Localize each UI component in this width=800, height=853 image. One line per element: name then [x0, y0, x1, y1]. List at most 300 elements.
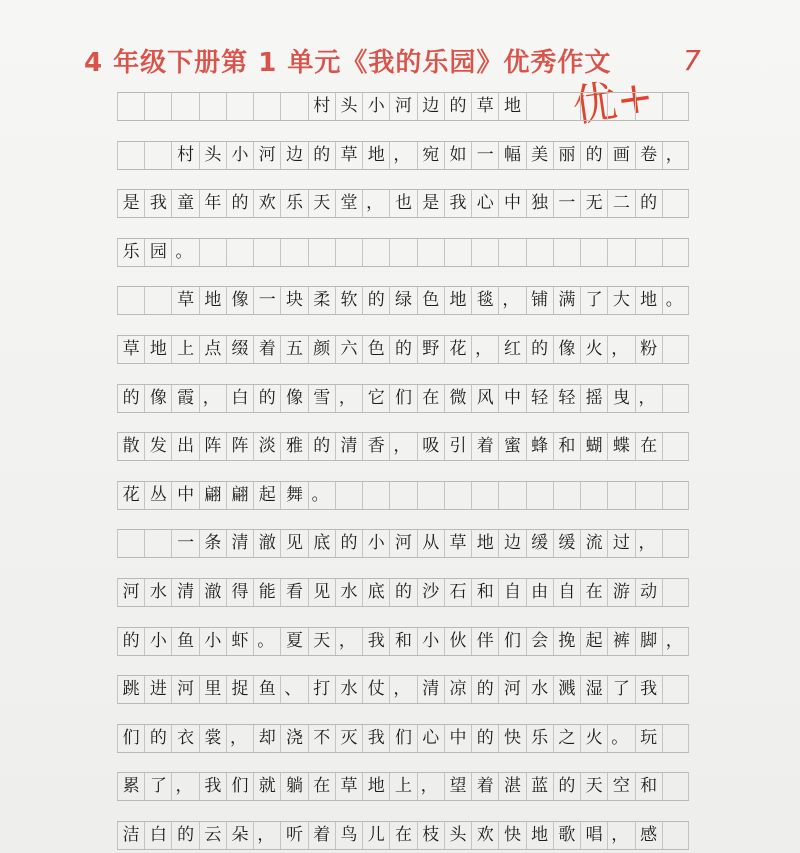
grid-cell: [280, 239, 307, 266]
grid-cell: ，: [498, 287, 525, 314]
grid-cell: 和: [389, 628, 416, 655]
grid-cell: 画: [607, 142, 634, 169]
grid-row: [117, 141, 689, 170]
grid-cell: 石: [444, 579, 471, 606]
grid-cell: 水: [526, 676, 553, 703]
grid-row: [117, 724, 689, 753]
grid-cell: 吸: [417, 433, 444, 460]
grid-cell: 的: [226, 190, 253, 217]
grid-cell: ，: [417, 773, 444, 800]
grid-cell: 毯: [471, 287, 498, 314]
grid-cell: 花: [444, 336, 471, 363]
grid-cell: 翩: [226, 482, 253, 509]
grid-row: [117, 335, 689, 364]
grid-cell: [553, 482, 580, 509]
grid-cell: 摇: [580, 385, 607, 412]
grid-cell: 欢: [471, 822, 498, 849]
grid-cell: 乐: [117, 239, 144, 266]
grid-cell: 进: [144, 676, 171, 703]
grid-cell: 园: [144, 239, 171, 266]
grid-cell: 草: [117, 336, 144, 363]
grid-row: [117, 675, 689, 704]
grid-cell: 河: [117, 579, 144, 606]
grid-cell: 我: [635, 676, 662, 703]
grid-cell: ，: [662, 628, 689, 655]
grid-cell: 头: [199, 142, 226, 169]
grid-cell: [362, 239, 389, 266]
grid-cell: 丽: [553, 142, 580, 169]
grid-cell: 们: [389, 725, 416, 752]
grid-cell: 满: [553, 287, 580, 314]
grid-cell: 的: [526, 336, 553, 363]
grid-row: [117, 481, 689, 510]
grid-cell: 是: [417, 190, 444, 217]
grid-cell: [580, 93, 607, 120]
grid-cell: 地: [498, 93, 525, 120]
grid-row: [117, 432, 689, 461]
grid-cell: [389, 239, 416, 266]
grid-cell: 地: [471, 530, 498, 557]
grid-cell: 火: [580, 336, 607, 363]
grid-cell: 散: [117, 433, 144, 460]
grid-cell: 草: [335, 773, 362, 800]
grid-cell: 曳: [607, 385, 634, 412]
grid-cell: ，: [471, 336, 498, 363]
grid-cell: 村: [171, 142, 198, 169]
grid-cell: 的: [253, 385, 280, 412]
grid-cell: [444, 482, 471, 509]
grid-cell: 快: [498, 822, 525, 849]
grid-cell: 色: [417, 287, 444, 314]
grid-cell: 和: [553, 433, 580, 460]
grid-cell: 起: [253, 482, 280, 509]
grid-cell: [526, 482, 553, 509]
grid-cell: 无: [580, 190, 607, 217]
grid-cell: ，: [362, 190, 389, 217]
grid-cell: [635, 93, 662, 120]
grid-cell: 的: [389, 336, 416, 363]
grid-cell: 河: [389, 93, 416, 120]
grid-cell: 了: [607, 676, 634, 703]
grid-row: [117, 238, 689, 267]
grid-cell: 中: [444, 725, 471, 752]
grid-cell: ，: [389, 433, 416, 460]
grid-cell: 雅: [280, 433, 307, 460]
grid-cell: 裤: [607, 628, 634, 655]
grid-cell: 河: [498, 676, 525, 703]
grid-cell: 舞: [280, 482, 307, 509]
grid-cell: 歌: [553, 822, 580, 849]
grid-cell: 起: [580, 628, 607, 655]
grid-cell: 朵: [226, 822, 253, 849]
grid-cell: 的: [117, 628, 144, 655]
grid-cell: [662, 482, 689, 509]
grid-cell: 夏: [280, 628, 307, 655]
grid-cell: 见: [308, 579, 335, 606]
grid-cell: 鱼: [171, 628, 198, 655]
grid-cell: 伙: [444, 628, 471, 655]
grid-cell: [580, 239, 607, 266]
grid-cell: 草: [171, 287, 198, 314]
grid-cell: 色: [362, 336, 389, 363]
grid-cell: 自: [553, 579, 580, 606]
grid-cell: 澈: [199, 579, 226, 606]
grid-cell: 欢: [253, 190, 280, 217]
grid-cell: 跳: [117, 676, 144, 703]
grid-cell: [471, 482, 498, 509]
grid-cell: [607, 482, 634, 509]
grid-row: [117, 627, 689, 656]
grid-cell: [417, 482, 444, 509]
grid-cell: 一: [471, 142, 498, 169]
grid-cell: 蓝: [526, 773, 553, 800]
grid-cell: [117, 142, 144, 169]
grid-cell: 听: [280, 822, 307, 849]
grid-cell: 缓: [553, 530, 580, 557]
grid-row: [117, 821, 689, 850]
grid-cell: [553, 239, 580, 266]
grid-cell: 底: [308, 530, 335, 557]
grid-cell: [308, 239, 335, 266]
grid-cell: [662, 239, 689, 266]
grid-cell: [335, 239, 362, 266]
grid-cell: 自: [498, 579, 525, 606]
grid-cell: 的: [389, 579, 416, 606]
grid-cell: ，: [389, 142, 416, 169]
grid-cell: 头: [444, 822, 471, 849]
grid-cell: 河: [171, 676, 198, 703]
grid-cell: ，: [607, 336, 634, 363]
grid-cell: [280, 93, 307, 120]
grid-cell: 云: [199, 822, 226, 849]
grid-cell: 草: [335, 142, 362, 169]
grid-cell: 年: [199, 190, 226, 217]
grid-cell: 的: [471, 725, 498, 752]
grid-row: [117, 529, 689, 558]
grid-cell: 像: [553, 336, 580, 363]
grid-cell: 累: [117, 773, 144, 800]
grid-cell: 像: [144, 385, 171, 412]
grid-cell: 地: [526, 822, 553, 849]
grid-cell: 清: [335, 433, 362, 460]
grid-cell: 小: [226, 142, 253, 169]
grid-cell: 翩: [199, 482, 226, 509]
grid-cell: 捉: [226, 676, 253, 703]
grid-cell: 。: [662, 287, 689, 314]
grid-cell: 草: [444, 530, 471, 557]
grid-cell: 童: [171, 190, 198, 217]
grid-cell: 边: [498, 530, 525, 557]
grid-row: [117, 578, 689, 607]
grid-cell: 边: [280, 142, 307, 169]
grid-cell: 一: [253, 287, 280, 314]
grid-cell: [253, 239, 280, 266]
grid-cell: 也: [389, 190, 416, 217]
grid-cell: [662, 676, 689, 703]
grid-cell: 地: [362, 773, 389, 800]
grid-cell: 虾: [226, 628, 253, 655]
grid-cell: 柔: [308, 287, 335, 314]
grid-cell: 水: [335, 676, 362, 703]
grid-row: [117, 189, 689, 218]
grid-cell: [471, 239, 498, 266]
grid-cell: ，: [662, 142, 689, 169]
grid-cell: 就: [253, 773, 280, 800]
grid-cell: 、: [280, 676, 307, 703]
grid-cell: [553, 93, 580, 120]
grid-cell: 的: [553, 773, 580, 800]
grid-cell: 的: [471, 676, 498, 703]
grid-cell: 着: [308, 822, 335, 849]
grid-cell: 颜: [308, 336, 335, 363]
grid-cell: 河: [253, 142, 280, 169]
grid-cell: 清: [226, 530, 253, 557]
grid-cell: 我: [362, 628, 389, 655]
grid-cell: 会: [526, 628, 553, 655]
grid-cell: 感: [635, 822, 662, 849]
grid-cell: 火: [580, 725, 607, 752]
grid-cell: 枝: [417, 822, 444, 849]
grid-cell: 缀: [226, 336, 253, 363]
grid-cell: 发: [144, 433, 171, 460]
grid-cell: 小: [362, 93, 389, 120]
grid-cell: 点: [199, 336, 226, 363]
grid-cell: 的: [444, 93, 471, 120]
grid-cell: 。: [171, 239, 198, 266]
grid-cell: 我: [444, 190, 471, 217]
grid-cell: 村: [308, 93, 335, 120]
grid-cell: 澈: [253, 530, 280, 557]
grid-cell: [117, 93, 144, 120]
grid-cell: [526, 93, 553, 120]
grid-cell: [635, 239, 662, 266]
grid-cell: 流: [580, 530, 607, 557]
grid-cell: 游: [607, 579, 634, 606]
grid-cell: 和: [471, 579, 498, 606]
grid-cell: 软: [335, 287, 362, 314]
grid-cell: [117, 287, 144, 314]
grid-cell: [144, 93, 171, 120]
grid-cell: [607, 239, 634, 266]
grid-cell: 伴: [471, 628, 498, 655]
grid-cell: ，: [335, 628, 362, 655]
grid-cell: 在: [389, 822, 416, 849]
grid-cell: 独: [526, 190, 553, 217]
grid-cell: 上: [171, 336, 198, 363]
grid-cell: 之: [553, 725, 580, 752]
grid-cell: 着: [471, 433, 498, 460]
grid-row: [117, 384, 689, 413]
grid-cell: 淡: [253, 433, 280, 460]
grid-cell: [662, 822, 689, 849]
grid-cell: 衣: [171, 725, 198, 752]
grid-cell: [662, 773, 689, 800]
grid-cell: 小: [199, 628, 226, 655]
grid-cell: 了: [580, 287, 607, 314]
grid-cell: 我: [144, 190, 171, 217]
grid-cell: 二: [607, 190, 634, 217]
grid-cell: 头: [335, 93, 362, 120]
grid-cell: 美: [526, 142, 553, 169]
grid-cell: 在: [580, 579, 607, 606]
grid-cell: 的: [308, 142, 335, 169]
grid-cell: ，: [389, 676, 416, 703]
page-title: 4 年级下册第 1 单元《我的乐园》优秀作文: [84, 48, 612, 78]
grid-row: [117, 92, 689, 121]
grid-cell: [662, 93, 689, 120]
grid-cell: 草: [471, 93, 498, 120]
grid-cell: ，: [199, 385, 226, 412]
grid-cell: 空: [607, 773, 634, 800]
grid-cell: 的: [362, 287, 389, 314]
grid-cell: 底: [362, 579, 389, 606]
grid-cell: 裳: [199, 725, 226, 752]
grid-cell: [662, 190, 689, 217]
grid-cell: 绿: [389, 287, 416, 314]
grid-cell: 得: [226, 579, 253, 606]
grid-cell: [607, 93, 634, 120]
grid-cell: 块: [280, 287, 307, 314]
grid-cell: 的: [335, 530, 362, 557]
grid-cell: 边: [417, 93, 444, 120]
grid-cell: [526, 239, 553, 266]
grid-cell: 了: [144, 773, 171, 800]
grid-cell: 着: [471, 773, 498, 800]
grid-cell: 们: [498, 628, 525, 655]
grid-cell: 红: [498, 336, 525, 363]
grid-cell: 溅: [553, 676, 580, 703]
grid-cell: 轻: [553, 385, 580, 412]
grid-cell: 天: [580, 773, 607, 800]
grid-cell: 沙: [417, 579, 444, 606]
grid-cell: ，: [635, 530, 662, 557]
grid-cell: 中: [498, 385, 525, 412]
page-number: 7: [683, 44, 701, 77]
grid-cell: 看: [280, 579, 307, 606]
grid-cell: 微: [444, 385, 471, 412]
grid-cell: 小: [362, 530, 389, 557]
grid-cell: [335, 482, 362, 509]
grid-cell: 玩: [635, 725, 662, 752]
grid-cell: 凉: [444, 676, 471, 703]
grid-cell: [199, 93, 226, 120]
grid-cell: 乐: [280, 190, 307, 217]
grid-cell: 和: [635, 773, 662, 800]
grid-cell: [417, 239, 444, 266]
grid-cell: [144, 142, 171, 169]
grid-cell: [144, 530, 171, 557]
grid-cell: 湛: [498, 773, 525, 800]
grid-cell: 天: [308, 190, 335, 217]
grid-cell: 水: [144, 579, 171, 606]
grid-cell: ，: [635, 385, 662, 412]
grid-cell: [662, 433, 689, 460]
grid-cell: 条: [199, 530, 226, 557]
grid-cell: 。: [308, 482, 335, 509]
grid-cell: 望: [444, 773, 471, 800]
grid-cell: 花: [117, 482, 144, 509]
grid-cell: [580, 482, 607, 509]
grid-cell: 蝴: [580, 433, 607, 460]
grid-cell: 一: [171, 530, 198, 557]
grid-cell: 。: [607, 725, 634, 752]
grid-cell: 由: [526, 579, 553, 606]
grid-cell: [199, 239, 226, 266]
grid-cell: 河: [389, 530, 416, 557]
grid-cell: 粉: [635, 336, 662, 363]
grid-cell: 湿: [580, 676, 607, 703]
grid-cell: 蜂: [526, 433, 553, 460]
grid-cell: 打: [308, 676, 335, 703]
grid-cell: 们: [117, 725, 144, 752]
grid-cell: [498, 239, 525, 266]
grid-cell: [362, 482, 389, 509]
grid-cell: [389, 482, 416, 509]
grid-cell: 五: [280, 336, 307, 363]
grid-cell: 如: [444, 142, 471, 169]
grid-cell: 心: [471, 190, 498, 217]
grid-cell: 蝶: [607, 433, 634, 460]
grid-cell: [662, 579, 689, 606]
grid-cell: 野: [417, 336, 444, 363]
grid-cell: 白: [144, 822, 171, 849]
grid-cell: 我: [199, 773, 226, 800]
grade-mark: 优+: [569, 70, 657, 133]
grid-cell: [662, 336, 689, 363]
grid-cell: ，: [253, 822, 280, 849]
composition-grid: [117, 92, 689, 853]
grid-cell: [117, 530, 144, 557]
grid-cell: 六: [335, 336, 362, 363]
grid-cell: 洁: [117, 822, 144, 849]
grid-cell: 儿: [362, 822, 389, 849]
grid-cell: 的: [308, 433, 335, 460]
grid-cell: 轻: [526, 385, 553, 412]
grid-cell: [171, 93, 198, 120]
grid-cell: 躺: [280, 773, 307, 800]
grid-cell: ，: [226, 725, 253, 752]
grid-cell: 蜜: [498, 433, 525, 460]
grid-cell: [444, 239, 471, 266]
grid-cell: 天: [308, 628, 335, 655]
grid-cell: 挽: [553, 628, 580, 655]
grid-cell: [144, 287, 171, 314]
grid-cell: 地: [144, 336, 171, 363]
grid-cell: 的: [580, 142, 607, 169]
grid-cell: [226, 93, 253, 120]
grid-cell: 的: [171, 822, 198, 849]
grid-cell: 水: [335, 579, 362, 606]
grid-cell: 白: [226, 385, 253, 412]
grid-cell: 鱼: [253, 676, 280, 703]
grid-cell: 雪: [308, 385, 335, 412]
grid-cell: [635, 482, 662, 509]
grid-row: [117, 772, 689, 801]
grid-cell: 心: [417, 725, 444, 752]
grid-cell: 地: [444, 287, 471, 314]
grid-cell: 清: [171, 579, 198, 606]
grid-cell: 的: [635, 190, 662, 217]
grid-cell: 幅: [498, 142, 525, 169]
grid-cell: 地: [362, 142, 389, 169]
grid-cell: 乐: [526, 725, 553, 752]
grid-cell: 浇: [280, 725, 307, 752]
grid-cell: 动: [635, 579, 662, 606]
grid-cell: 卷: [635, 142, 662, 169]
grid-cell: 小: [417, 628, 444, 655]
grid-cell: 们: [226, 773, 253, 800]
grid-cell: 它: [362, 385, 389, 412]
